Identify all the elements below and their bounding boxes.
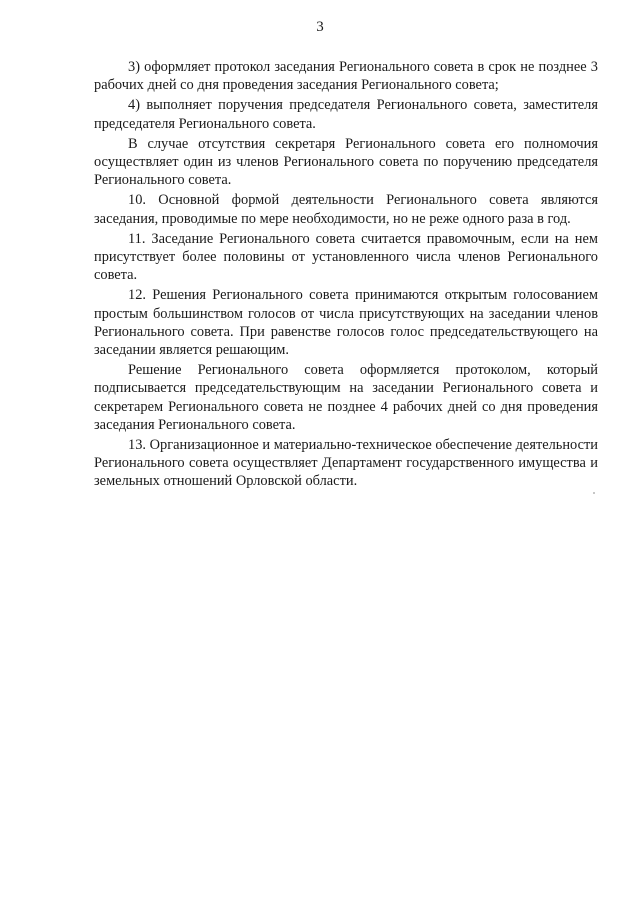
paragraph-decision-protocol: Решение Регионального совета оформляется протоколом, который подписывается председательствующим на заседании Регионального совета и секретарем Регионального совета не позднее 4 рабочих дней со дня проведения заседания Регионального совета. — [94, 362, 598, 433]
paragraph-item-4: 4) выполняет поручения председателя Регионального совета, заместителя председателя Регионального совета. — [94, 97, 598, 132]
paragraph-clause-11: 11. Заседание Регионального совета считается правомочным, если на нем присутствует более половины от установленного числа членов Регионального совета. — [94, 230, 598, 284]
page-number: 3 — [316, 19, 324, 35]
paragraph-clause-13: 13. Организационное и материально-техническое обеспечение деятельности Регионального совета осуществляет Департамент государственного имущества и земельных отношений Орловской области. — [94, 437, 598, 490]
paragraph-clause-10: 10. Основной формой деятельности Регионального совета являются заседания, проводимые по мере необходимости, но не реже одного раза в год. — [94, 192, 598, 227]
paragraph-clause-12: 12. Решения Регионального совета принимаются открытым голосованием простым большинством голосов от числа присутствующих на заседании членов Регионального совета. При равенстве голосов голос председательствующего на заседании является решающим. — [94, 287, 598, 359]
paragraph-item-3: 3) оформляет протокол заседания Регионального совета в срок не позднее 3 рабочих дней со дня проведения заседания Регионального совета; — [94, 59, 598, 94]
document-body — [94, 58, 598, 491]
scan-speck — [593, 492, 595, 494]
paragraph-secretary-absence: В случае отсутствия секретаря Регионального совета его полномочия осуществляет один из членов Регионального совета по поручению председателя Регионального совета. — [94, 135, 598, 189]
